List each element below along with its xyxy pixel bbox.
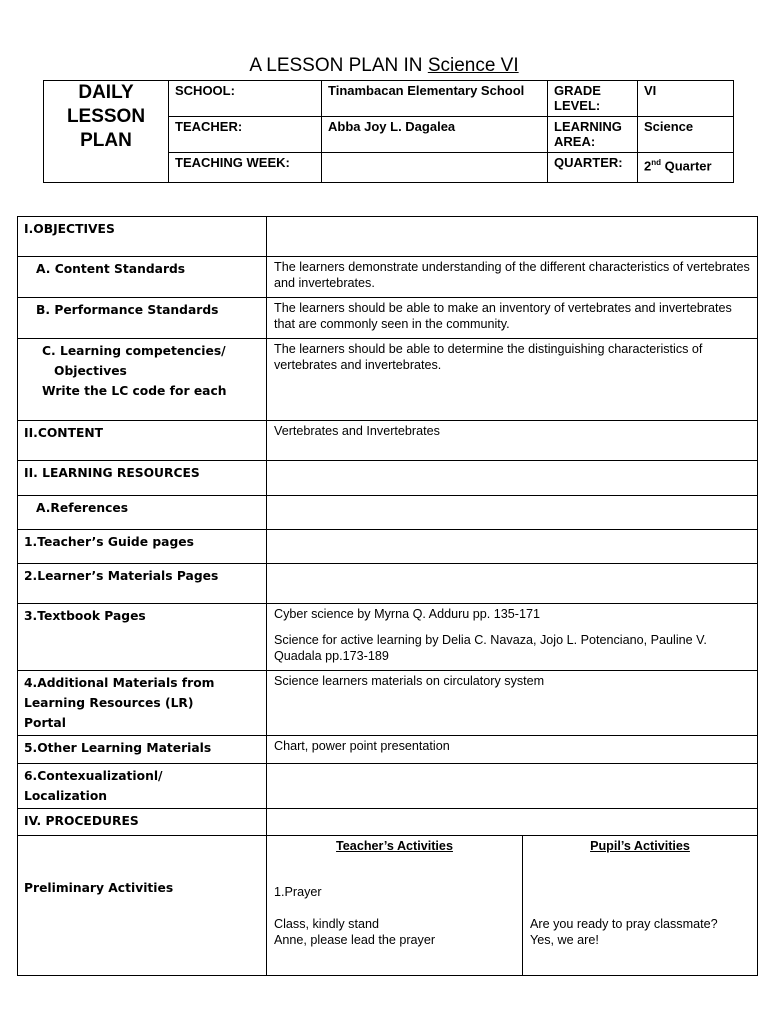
week-label: TEACHING WEEK: [169, 153, 322, 183]
textbook-ref-1: Cyber science by Myrna Q. Adduru pp. 135-171 [274, 607, 541, 621]
pupil-line-1: Are you ready to pray classmate? [530, 917, 718, 931]
area-value: Science [638, 117, 734, 153]
pupil-activities-cell [523, 836, 758, 976]
ctx-line-2: Localization [24, 789, 108, 803]
area-label: LEARNING AREA: [548, 117, 638, 153]
lesson-table [17, 216, 758, 976]
quarter-number: 2 [644, 158, 652, 174]
lesson-word: LESSON [66, 106, 146, 127]
references-value [267, 496, 758, 530]
learners-materials-value [267, 564, 758, 604]
content-standards-value: The learners demonstrate understanding of the different characteristics of vertebrates and invertebrates. [267, 257, 758, 298]
quarter-value [638, 153, 734, 183]
performance-standards-label: B. Performance Standards [18, 298, 267, 339]
textbook-ref-2: Science for active learning by Delia C. Navaza, Jojo L. Potenciano, Pauline V. Quadala pp.173-189 [274, 633, 707, 663]
school-value: Tinambacan Elementary School [322, 81, 548, 117]
learning-competencies-label [18, 339, 267, 421]
learning-competencies-value: The learners should be able to determine the distinguishing characteristics of vertebrates and invertebrates. [267, 339, 758, 421]
header-table [43, 80, 734, 183]
daily-word: DAILY [78, 82, 134, 103]
content-standards-label: A. Content Standards [18, 257, 267, 298]
add-line-2: Learning Resources (LR) [24, 696, 194, 710]
grade-value: VI [638, 81, 734, 117]
content-heading: II.CONTENT [18, 421, 267, 461]
grade-label: GRADE LEVEL: [548, 81, 638, 117]
teacher-prayer: 1.Prayer [274, 885, 322, 899]
content-value: Vertebrates and Invertebrates [267, 421, 758, 461]
textbook-pages-label: 3.Textbook Pages [18, 604, 267, 671]
other-materials-value: Chart, power point presentation [267, 736, 758, 764]
references-label: A.References [18, 496, 267, 530]
contextualization-value [267, 764, 758, 809]
prelim-text: Preliminary Activities [24, 881, 174, 895]
learners-materials-label: 2.Learner’s Materials Pages [18, 564, 267, 604]
lc-line-3: Write the LC code for each [42, 384, 227, 398]
quarter-suffix: nd [651, 158, 662, 167]
school-label: SCHOOL: [169, 81, 322, 117]
teacher-label: TEACHER: [169, 117, 322, 153]
daily-lesson-plan-label [44, 81, 169, 183]
additional-materials-value: Science learners materials on circulatory system [267, 671, 758, 736]
lc-line-2: Objectives [54, 364, 127, 378]
teacher-value: Abba Joy L. Dagalea [322, 117, 548, 153]
teacher-line-2: Anne, please lead the prayer [274, 933, 436, 947]
add-line-3: Portal [24, 716, 66, 730]
learning-resources-heading: II. LEARNING RESOURCES [18, 461, 267, 496]
learning-resources-value [267, 461, 758, 496]
lc-line-1: C. Learning competencies/ [42, 344, 226, 358]
plan-word: PLAN [80, 130, 132, 151]
procedures-heading: IV. PROCEDURES [18, 809, 267, 836]
quarter-label: QUARTER: [548, 153, 638, 183]
objectives-value [267, 217, 758, 257]
title-prefix: A LESSON PLAN IN [249, 55, 428, 76]
additional-materials-label [18, 671, 267, 736]
performance-standards-value: The learners should be able to make an inventory of vertebrates and invertebrates that are commonly seen in the community. [267, 298, 758, 339]
other-materials-label: 5.Other Learning Materials [18, 736, 267, 764]
quarter-word: Quarter [661, 158, 712, 174]
pupil-line-2: Yes, we are! [530, 933, 599, 947]
teachers-guide-label: 1.Teacher’s Guide pages [18, 530, 267, 564]
teachers-guide-value [267, 530, 758, 564]
add-line-1: 4.Additional Materials from [24, 676, 215, 690]
teacher-activities-heading: Teacher’s Activities [336, 839, 453, 853]
ctx-line-1: 6.Contexualizationl/ [24, 769, 163, 783]
preliminary-activities-label [18, 836, 267, 976]
week-value [322, 153, 548, 183]
procedures-value [267, 809, 758, 836]
title-subject: Science VI [427, 55, 519, 76]
contextualization-label [18, 764, 267, 809]
page-title [0, 55, 768, 77]
textbook-pages-value [267, 604, 758, 671]
objectives-heading: I.OBJECTIVES [18, 217, 267, 257]
teacher-line-1: Class, kindly stand [274, 917, 379, 931]
pupil-activities-heading: Pupil’s Activities [590, 839, 690, 853]
teacher-activities-cell [267, 836, 523, 976]
